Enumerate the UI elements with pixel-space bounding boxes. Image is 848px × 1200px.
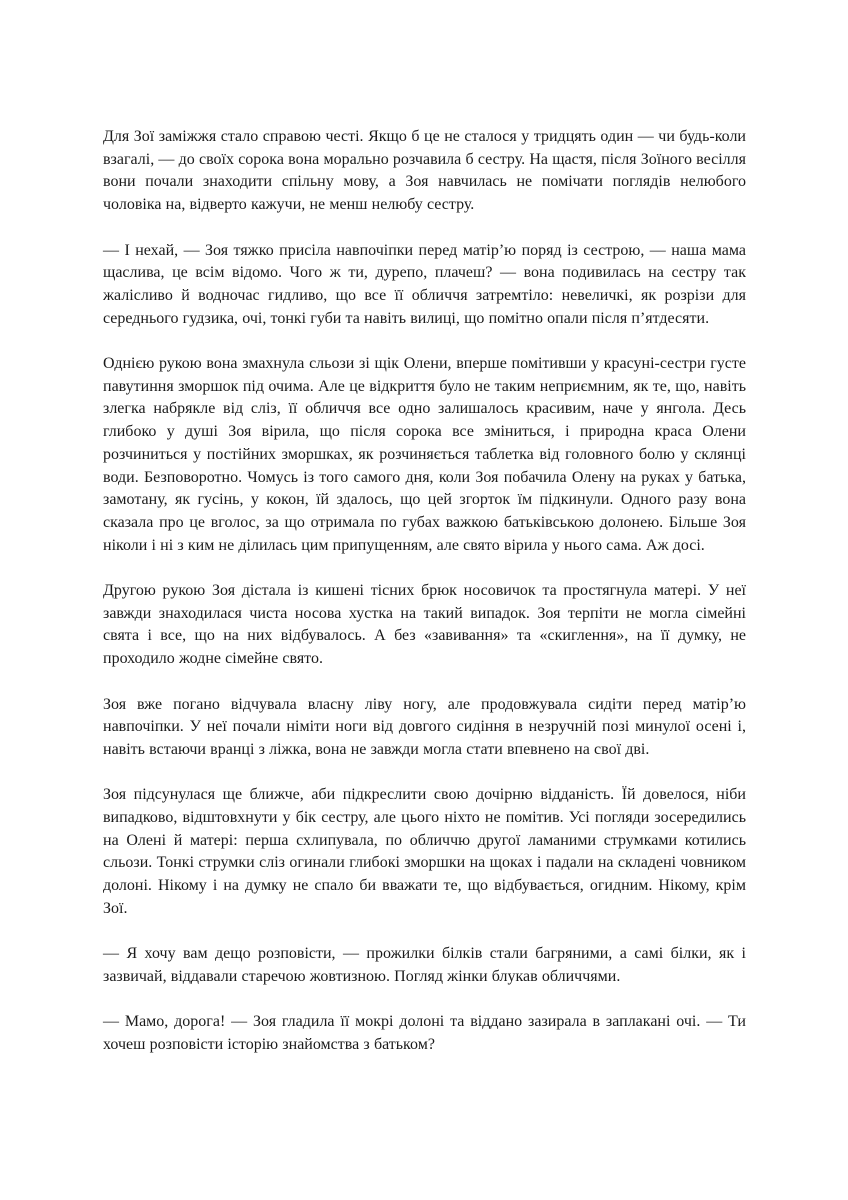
- document-body: [103, 126, 746, 1079]
- paragraph: Зоя вже погано відчувала власну ліву ногу, але продовжувала сидіти перед матір’ю навпочіпки. У неї почали німіти ноги від довгого сидіння в незручній позі минулої осені і, навіть встаючи вранці з ліжка, вона не завжди могла стати впевнено на свої дві.: [103, 695, 746, 758]
- paragraph: — Мамо, дорога! — Зоя гладила її мокрі долоні та віддано зазирала в заплакані очі. — Ти хочеш розповісти історію знайомства з батьком?: [103, 1013, 746, 1054]
- paragraph: Однією рукою вона змахнула сльози зі щік Олени, вперше помітивши у красуні-сестри густе павутиння зморшок під очима. Але це відкриття було не таким неприємним, як те, що, навіть злегка набрякле від сліз, її обличчя все одно залишалось красивим, наче у янгола. Десь глибоко у душі Зоя вірила, що після сорока все зміниться, і природна краса Олени розчиниться у постійних зморшках, як розчиняється таблетка від головного болю у склянці води. Безповоротно. Чомусь із того самого дня, коли Зоя побачила Олену на руках у батька, замотану, як гусінь, у кокон, їй здалось, що цей згорток їм підкинули. Одного разу вона сказала про це вголос, за що отримала по губах важкою батьківською долонею. Більше Зоя ніколи і ні з ким не ділилась цим припущенням, але свято вірила у нього сама. Аж досі.: [103, 355, 746, 554]
- paragraph: — Я хочу вам дещо розповісти, — прожилки білків стали багряними, а самі білки, як і зазвичай, віддавали старечою жовтизною. Погляд жінки блукав обличчями.: [103, 945, 746, 985]
- paragraph: Для Зої заміжжя стало справою честі. Якщо б це не сталося у тридцять один — чи будь-коли взагалі, — до своїх сорока вона морально розчавила б сестру. На щастя, після Зоїного весілля вони почали знаходити спільну мову, а Зоя навчилась не помічати поглядів нелюбого чоловіка на, відверто кажучи, не менш нелюбу сестру.: [103, 128, 746, 214]
- paragraph: — І нехай, — Зоя тяжко присіла навпочіпки перед матір’ю поряд із сестрою, — наша мама щаслива, це всім відомо. Чого ж ти, дурепо, плачеш? — вона подивилась на сестру так жалісливо й водночас гидливо, що все її обличчя затремтіло: невеличкі, як розрізи для середнього гудзика, очі, тонкі губи та навіть вилиці, що помітно опали після п’ятдесяти.: [103, 241, 746, 327]
- paragraph: Другою рукою Зоя дістала із кишені тісних брюк носовичок та простягнула матері. У неї завжди знаходилася чиста носова хустка на такий випадок. Зоя терпіти не могла сімейні свята і все, що на них відбувалось. А без «завивання» та «скиглення», на її думку, не проходило жодне сімейне свято.: [103, 582, 746, 668]
- paragraph: Зоя підсунулася ще ближче, аби підкреслити свою дочірню відданість. Їй довелося, ніби випадково, відштовхнути у бік сестру, але цього ніхто не помітив. Усі погляди зосередились на Олені й матері: перша схлипувала, по обличчю другої ламаними струмками котились сльози. Тонкі струмки сліз огинали глибокі зморшки на щоках і падали на складені човником долоні. Нікому і на думку не спало би вважати те, що відбувається, огидним. Нікому, крім Зої.: [103, 786, 746, 917]
